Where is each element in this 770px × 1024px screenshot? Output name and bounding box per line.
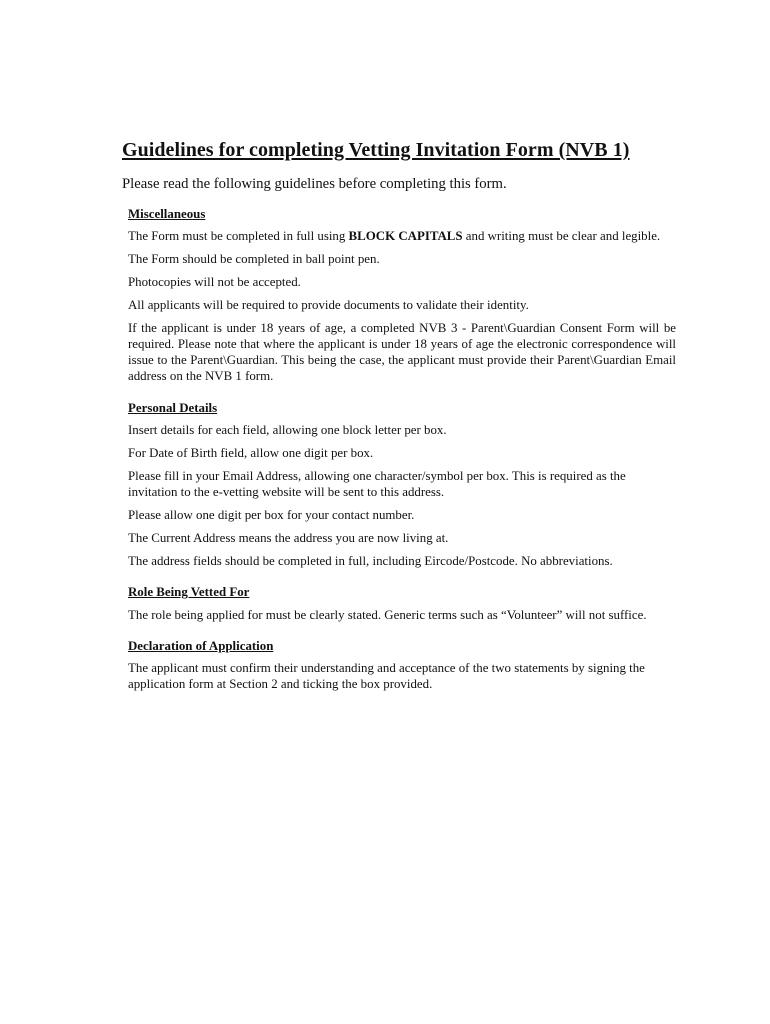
section-heading-miscellaneous: Miscellaneous	[128, 207, 206, 221]
personal-paragraph-address-fields: The address fields should be completed in full, including Eircode/Postcode. No abbreviations.	[128, 553, 613, 568]
section-declaration	[128, 639, 676, 693]
misc-paragraph-block-capitals	[128, 229, 676, 245]
misc-p1-text-end: and writing must be clear and legible.	[462, 229, 661, 244]
misc-paragraph-under-18: If the applicant is under 18 years of age, a completed NVB 3 - Parent\Guardian Consent Form will be required. Please note that where the applicant is under 18 years of age the electronic correspondence will issue to the Parent\Guardian. This being the case, the applicant must provide their Parent\Guardian Email address on the NVB 1 form.	[128, 321, 676, 383]
section-heading-declaration: Declaration of Application	[128, 638, 274, 653]
section-personal-details	[128, 401, 676, 570]
misc-paragraph-identity: All applicants will be required to provide documents to validate their identity.	[128, 298, 529, 313]
intro-text: Please read the following guidelines before completing this form.	[122, 176, 507, 192]
section-miscellaneous	[128, 207, 676, 385]
guidelines-body	[128, 207, 676, 709]
personal-paragraph-date-of-birth: For Date of Birth field, allow one digit per box.	[128, 445, 374, 460]
personal-paragraph-email: Please fill in your Email Address, allowing one character/symbol per box. This is required as the invitation to the e-vetting website will be sent to this address.	[128, 468, 626, 499]
misc-paragraph-photocopies: Photocopies will not be accepted.	[128, 275, 301, 290]
personal-paragraph-block-letter: Insert details for each field, allowing one block letter per box.	[128, 423, 447, 438]
section-heading-role: Role Being Vetted For	[128, 585, 250, 600]
section-role-being-vetted	[128, 585, 676, 623]
role-paragraph: The role being applied for must be clearly stated. Generic terms such as “Volunteer” will not suffice.	[128, 607, 647, 622]
declaration-paragraph: The applicant must confirm their understanding and acceptance of the two statements by signing the application form at Section 2 and ticking the box provided.	[128, 661, 645, 692]
personal-paragraph-current-address: The Current Address means the address you are now living at.	[128, 530, 449, 545]
misc-p1-text-start: The Form must be completed in full using	[128, 229, 349, 244]
personal-paragraph-contact-number: Please allow one digit per box for your contact number.	[128, 507, 415, 522]
block-capitals-emphasis: BLOCK CAPITALS	[348, 229, 463, 244]
page-title: Guidelines for completing Vetting Invitation Form (NVB 1)	[122, 139, 630, 161]
section-heading-personal-details: Personal Details	[128, 400, 218, 415]
misc-paragraph-ball-point-pen: The Form should be completed in ball point pen.	[128, 252, 380, 267]
